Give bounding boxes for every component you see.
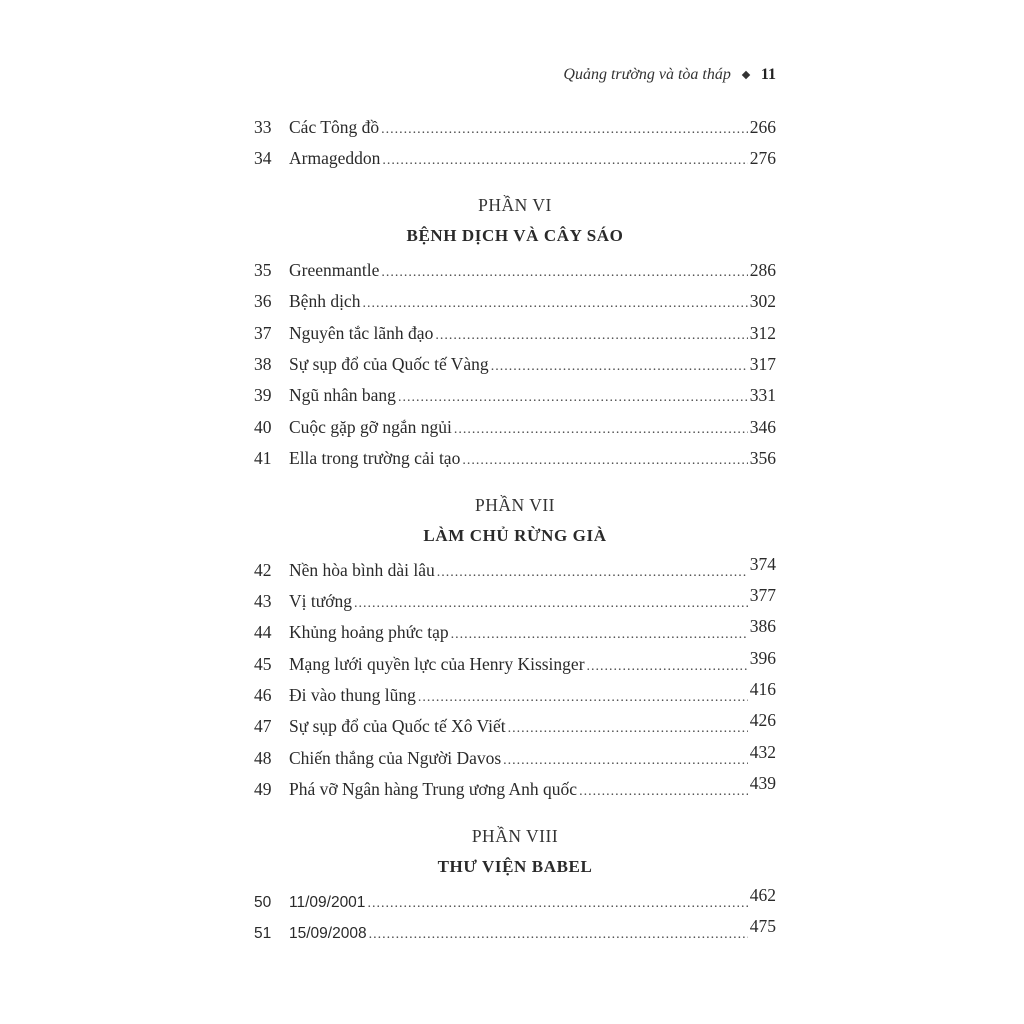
toc-entry: [254, 555, 776, 586]
chapter-number: 48: [254, 747, 272, 768]
chapter-number: 51: [254, 925, 272, 943]
part-title: LÀM CHỦ RỪNG GIÀ: [423, 525, 607, 545]
chapter-title: Khủng hoảng phức tạp: [289, 622, 449, 643]
running-title: Quảng trường và tòa tháp: [563, 66, 731, 83]
chapter-title: Cuộc gặp gỡ ngắn ngủi: [289, 416, 452, 437]
chapter-title: Sự sụp đổ của Quốc tế Vàng: [289, 353, 489, 374]
dot-leader: [381, 257, 747, 288]
chapter-page: 312: [749, 322, 776, 343]
toc-entry: [254, 255, 776, 286]
part-label: PHẦN VII: [475, 494, 555, 515]
chapter-page: 317: [749, 353, 776, 374]
dot-leader: [451, 619, 748, 650]
dot-leader: [354, 588, 748, 619]
chapter-page: 276: [749, 148, 776, 169]
running-header: [563, 66, 776, 84]
chapter-number: 46: [254, 685, 272, 706]
chapter-title: Mạng lưới quyền lực của Henry Kissinger: [289, 653, 585, 674]
chapter-page: 439: [749, 773, 776, 794]
chapter-page: 377: [749, 584, 776, 605]
toc-entry: [254, 318, 776, 349]
part-heading: [254, 806, 776, 886]
chapter-number: 45: [254, 653, 272, 674]
chapter-number: 36: [254, 291, 272, 312]
toc-entry: [254, 711, 776, 742]
dot-leader: [369, 919, 748, 950]
part-label: PHẦN VI: [478, 194, 552, 215]
chapter-title: Nền hòa bình dài lâu: [289, 559, 435, 580]
dot-leader: [491, 351, 748, 382]
dot-leader: [362, 288, 747, 319]
chapter-number: 47: [254, 716, 272, 737]
chapter-number: 34: [254, 148, 272, 169]
chapter-title: Đi vào thung lũng: [289, 685, 416, 706]
chapter-title: Greenmantle: [289, 259, 380, 280]
page-number: 11: [760, 66, 776, 83]
toc-entry: [254, 649, 776, 680]
chapter-number: 50: [254, 893, 272, 911]
toc-entry: [254, 412, 776, 443]
chapter-page: 432: [749, 741, 776, 762]
chapter-page: 386: [749, 616, 776, 637]
toc-entry: [254, 286, 776, 317]
chapter-page: 396: [749, 647, 776, 668]
diamond-bullet-icon: [742, 71, 750, 79]
dot-leader: [437, 557, 748, 588]
chapter-title: 11/09/2001: [289, 893, 366, 911]
chapter-page: 374: [749, 553, 776, 574]
toc-entry: [254, 617, 776, 648]
part-heading: [254, 175, 776, 255]
chapter-title: Sự sụp đổ của Quốc tế Xô Viết: [289, 716, 506, 737]
chapter-page: 356: [749, 448, 776, 469]
chapter-title: Bệnh dịch: [289, 291, 361, 312]
toc-entry: [254, 443, 776, 474]
toc-entry: [254, 349, 776, 380]
toc-entry: [254, 774, 776, 805]
part-heading: [254, 475, 776, 555]
chapter-page: 331: [749, 385, 776, 406]
chapter-number: 44: [254, 622, 272, 643]
dot-leader: [382, 145, 747, 176]
table-of-contents: [254, 112, 776, 948]
chapter-page: 286: [749, 259, 776, 280]
chapter-title: Ella trong trường cải tạo: [289, 448, 461, 469]
chapter-number: 33: [254, 117, 272, 137]
toc-entry: [254, 380, 776, 411]
chapter-page: 426: [749, 710, 776, 731]
chapter-number: 38: [254, 353, 272, 374]
toc-entry: [254, 143, 776, 174]
chapter-page: 416: [749, 679, 776, 700]
toc-entry: [254, 586, 776, 617]
chapter-title: Ngũ nhân bang: [289, 385, 396, 406]
chapter-number: 37: [254, 322, 272, 343]
chapter-number: 43: [254, 590, 272, 611]
dot-leader: [587, 651, 748, 682]
dot-leader: [435, 320, 747, 351]
chapter-number: 35: [254, 259, 272, 280]
toc-entry: [254, 886, 776, 917]
chapter-title: Nguyên tắc lãnh đạo: [289, 322, 434, 343]
chapter-title: Chiến thắng của Người Davos: [289, 747, 502, 768]
dot-leader: [579, 776, 748, 807]
dot-leader: [454, 414, 748, 445]
toc-entry: [254, 112, 776, 143]
chapter-number: 39: [254, 385, 272, 406]
chapter-number: 41: [254, 448, 272, 469]
toc-entry: [254, 917, 776, 948]
part-label: PHẦN VIII: [471, 825, 559, 846]
dot-leader: [462, 445, 747, 476]
chapter-page: 346: [749, 416, 776, 437]
chapter-page: 266: [749, 117, 776, 137]
chapter-page: 475: [749, 916, 776, 937]
chapter-page: 462: [749, 884, 776, 905]
chapter-title: Phá vỡ Ngân hàng Trung ương Anh quốc: [289, 779, 578, 800]
chapter-title: Armageddon: [289, 148, 381, 169]
dot-leader: [381, 114, 748, 145]
chapter-title: Các Tông đồ: [289, 117, 380, 137]
dot-leader: [367, 888, 747, 919]
toc-entry: [254, 680, 776, 711]
chapter-number: 40: [254, 416, 272, 437]
dot-leader: [508, 713, 748, 744]
part-title: BỆNH DỊCH VÀ CÂY SÁO: [406, 225, 624, 245]
dot-leader: [398, 382, 748, 413]
toc-entry: [254, 743, 776, 774]
chapter-page: 302: [749, 291, 776, 312]
dot-leader: [418, 682, 748, 713]
chapter-number: 49: [254, 779, 272, 800]
chapter-title: 15/09/2008: [289, 925, 367, 943]
chapter-title: Vị tướng: [289, 590, 352, 611]
chapter-number: 42: [254, 559, 272, 580]
part-title: THƯ VIỆN BABEL: [437, 856, 593, 876]
dot-leader: [503, 745, 748, 776]
